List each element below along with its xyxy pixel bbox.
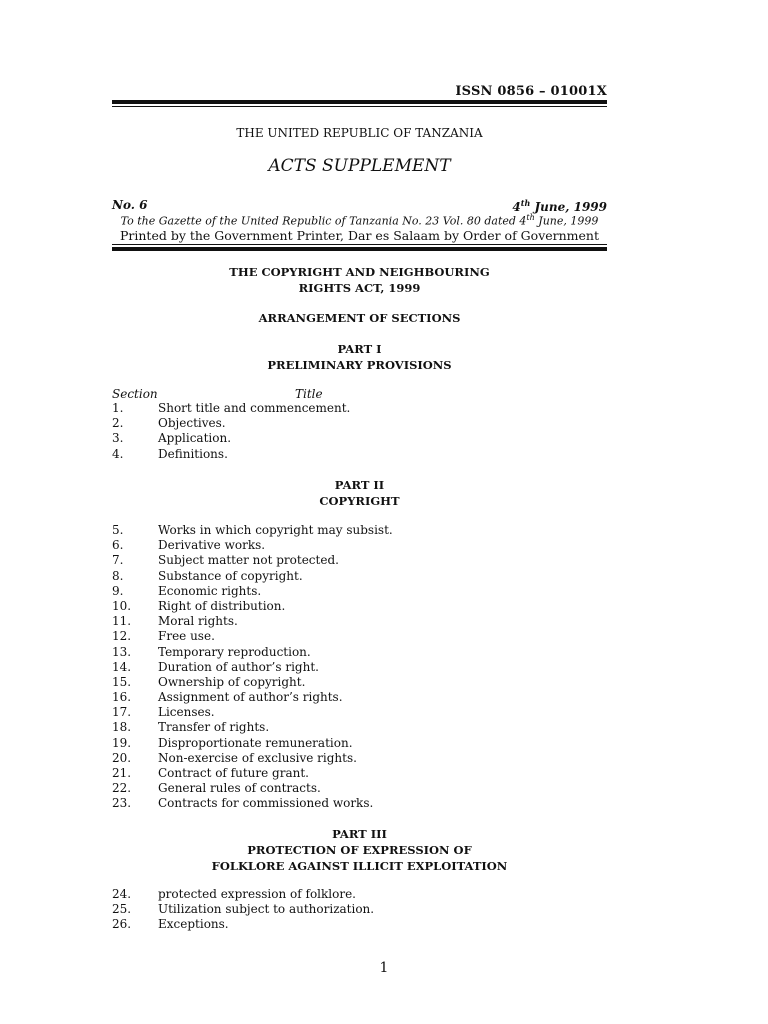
section-title: Temporary reproduction. xyxy=(158,644,311,659)
section-entry xyxy=(112,645,607,660)
section-number: 9. xyxy=(112,583,124,598)
issue-number: No. 6 xyxy=(112,198,148,212)
section-entry xyxy=(112,751,607,766)
section-title: Disproportionate remuneration. xyxy=(158,735,353,750)
section-title: Application. xyxy=(158,431,232,446)
section-entry xyxy=(112,887,607,902)
section-title: Economic rights. xyxy=(158,583,262,598)
part-2-section-list xyxy=(112,523,607,812)
supplement-title: ACTS SUPPLEMENT xyxy=(268,156,451,176)
section-number: 12. xyxy=(112,629,132,644)
section-number: 26. xyxy=(112,917,132,932)
section-number: 14. xyxy=(112,659,132,674)
act-title: THE COPYRIGHT AND NEIGHBOURING RIGHTS ACT, 1999 xyxy=(229,265,490,295)
section-number: 16. xyxy=(112,690,132,705)
gazette-reference: To the Gazette of the United Republic of Tanzania No. 23 Vol. 80 dated 4th June, 1999 xyxy=(120,213,599,228)
issue-line xyxy=(112,198,607,212)
section-entry xyxy=(112,523,607,538)
column-headings xyxy=(112,387,607,401)
section-entry xyxy=(112,736,607,751)
section-title: General rules of contracts. xyxy=(158,781,321,796)
section-number: 3. xyxy=(112,431,124,446)
section-entry xyxy=(112,614,607,629)
republic-name: THE UNITED REPUBLIC OF TANZANIA xyxy=(236,126,483,140)
section-number: 6. xyxy=(112,538,124,553)
section-number: 7. xyxy=(112,553,124,568)
section-title: Exceptions. xyxy=(158,917,229,932)
section-entry xyxy=(112,447,607,462)
section-number: 19. xyxy=(112,735,132,750)
section-title: Ownership of copyright. xyxy=(158,674,306,689)
issue-date: 4th June, 1999 xyxy=(512,198,607,214)
part-1-heading: PART I PRELIMINARY PROVISIONS xyxy=(267,342,452,372)
section-number: 24. xyxy=(112,887,132,901)
printer-line: Printed by the Government Printer, Dar es Salaam by Order of Government xyxy=(119,228,600,243)
section-column-label: Section xyxy=(112,387,158,401)
section-number: 8. xyxy=(112,568,124,583)
section-entry xyxy=(112,720,607,735)
part-1-section-list xyxy=(112,401,607,462)
title-column-label: Title xyxy=(295,387,323,401)
section-title: Substance of copyright. xyxy=(158,568,303,583)
section-number: 17. xyxy=(112,705,132,720)
section-number: 25. xyxy=(112,902,132,917)
section-number: 4. xyxy=(112,446,124,461)
section-entry xyxy=(112,538,607,553)
section-entry xyxy=(112,690,607,705)
section-entry xyxy=(112,781,607,796)
section-number: 2. xyxy=(112,416,124,431)
section-entry xyxy=(112,660,607,675)
section-title: Assignment of author’s rights. xyxy=(158,690,343,705)
section-number: 1. xyxy=(112,401,124,415)
section-title: Derivative works. xyxy=(158,538,266,553)
section-title: Non-exercise of exclusive rights. xyxy=(158,750,357,765)
section-title: Utilization subject to authorization. xyxy=(158,902,375,917)
section-entry xyxy=(112,766,607,781)
section-title: Duration of author’s right. xyxy=(158,659,319,674)
part-2-heading: PART II COPYRIGHT xyxy=(319,478,400,508)
issn-number: ISSN 0856 – 01001X xyxy=(455,84,607,99)
section-title: Right of distribution. xyxy=(158,598,286,613)
section-number: 23. xyxy=(112,796,132,811)
section-title: Transfer of rights. xyxy=(158,720,270,735)
section-title: Moral rights. xyxy=(158,614,238,629)
section-entry xyxy=(112,599,607,614)
section-entry xyxy=(112,917,607,932)
section-number: 10. xyxy=(112,598,132,613)
section-title: Contracts for commissioned works. xyxy=(158,796,374,811)
section-title: Licenses. xyxy=(158,705,215,720)
section-entry xyxy=(112,416,607,431)
section-entry xyxy=(112,569,607,584)
section-number: 15. xyxy=(112,674,132,689)
section-number: 13. xyxy=(112,644,132,659)
section-entry xyxy=(112,796,607,811)
part-3-section-list xyxy=(112,887,607,933)
section-title: Free use. xyxy=(158,629,215,644)
section-title: Objectives. xyxy=(158,416,226,431)
header-rule-bottom xyxy=(112,244,607,251)
section-number: 5. xyxy=(112,523,124,537)
section-number: 18. xyxy=(112,720,132,735)
section-entry xyxy=(112,675,607,690)
page-number: 1 xyxy=(379,960,389,976)
section-number: 22. xyxy=(112,781,132,796)
section-number: 20. xyxy=(112,750,132,765)
section-entry xyxy=(112,401,607,416)
section-entry xyxy=(112,584,607,599)
section-title: protected expression of folklore. xyxy=(158,887,356,901)
section-entry xyxy=(112,629,607,644)
section-title: Subject matter not protected. xyxy=(158,553,339,568)
section-number: 11. xyxy=(112,614,132,629)
section-number: 21. xyxy=(112,766,132,780)
section-entry xyxy=(112,431,607,446)
section-entry xyxy=(112,553,607,568)
header-rule-top xyxy=(112,100,607,107)
arrangement-heading: ARRANGEMENT OF SECTIONS xyxy=(258,311,461,325)
section-title: Short title and commencement. xyxy=(158,401,351,415)
part-3-heading: PART III PROTECTION OF EXPRESSION OF FOLKLORE AGAINST ILLICIT EXPLOITATION xyxy=(211,827,508,873)
section-title: Contract of future grant. xyxy=(158,766,309,780)
section-entry xyxy=(112,902,607,917)
section-entry xyxy=(112,705,607,720)
section-title: Definitions. xyxy=(158,446,228,461)
section-title: Works in which copyright may subsist. xyxy=(158,523,393,537)
